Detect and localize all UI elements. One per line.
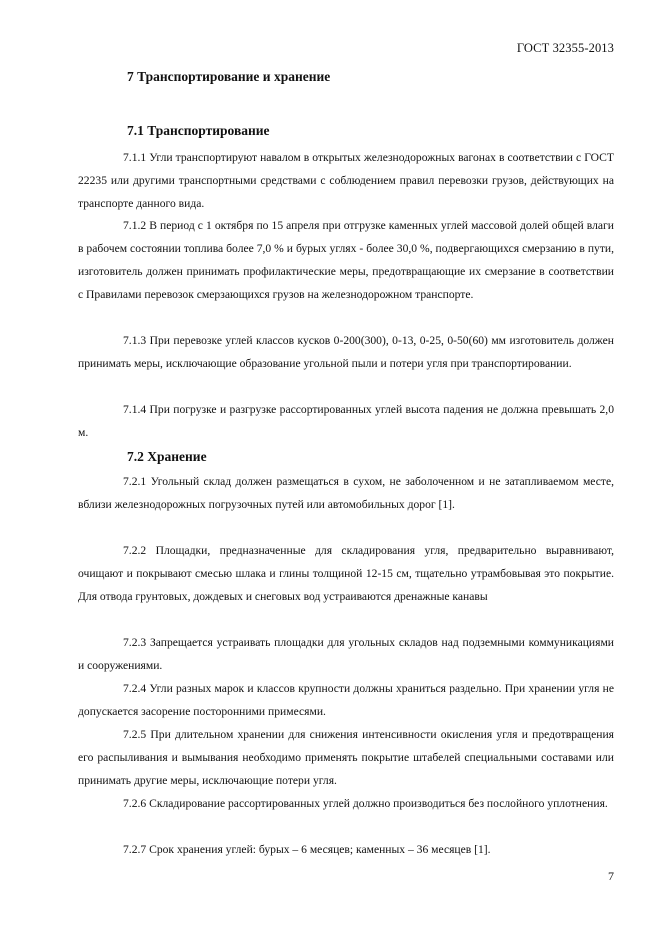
paragraph-7-2-1: 7.2.1 Угольный склад должен размещаться в сухом, не заболоченном и не затапливаемом месте, вблизи железнодорожных погрузочных путей или автомобильных дорог [1]. <box>78 475 614 511</box>
paragraph-7-2-5: 7.2.5 При длительном хранении для снижения интенсивности окисления угля и предотвращения его распыливания и вымывания необходимо применять покрытие штабелей специальными составами или принимать другие меры, исключающие потери угля. <box>78 728 614 787</box>
document-code: ГОСТ 32355-2013 <box>516 41 614 55</box>
paragraph-7-2-2: 7.2.2 Площадки, предназначенные для складирования угля, предварительно выравнивают, очищают и покрывают смесью шлака и глины толщиной 12-15 см, тщательно утрамбовывая это покрытие. Для отвода грунтовых, дождевых и снеговых вод устраиваются дренажные канавы <box>78 544 614 603</box>
paragraph-7-2-7: 7.2.7 Срок хранения углей: бурых – 6 месяцев; каменных – 36 месяцев [1]. <box>123 843 491 856</box>
paragraph-7-1-2: 7.1.2 В период с 1 октября по 15 апреля при отгрузке каменных углей массовой долей общей влаги в рабочем состоянии топлива более 7,0 % и бурых углях - более 30,0 %, подвергающихся смерзанию в пути, изготовитель должен принимать профилактические меры, предотвращающие их смерзание в соответствии с Правилами перевозок смерзающихся грузов на железнодорожном транспорте. <box>78 219 614 301</box>
paragraph-7-2-6: 7.2.6 Складирование рассортированных углей должно производиться без послойного уплотнения. <box>123 797 608 810</box>
paragraph-7-1-4: 7.1.4 При погрузке и разгрузке рассортированных углей высота падения не должна превышать 2,0 м. <box>78 403 614 439</box>
page-number: 7 <box>608 869 614 883</box>
paragraph-7-2-4: 7.2.4 Угли разных марок и классов крупности должны храниться раздельно. При хранении угля не допускается засорение посторонними примесями. <box>78 682 614 718</box>
paragraph-7-1-3: 7.1.3 При перевозке углей классов кусков 0-200(300), 0-13, 0-25, 0-50(60) мм изготовитель должен принимать меры, исключающие образование угольной пыли и потери угля при транспортировании. <box>78 334 614 370</box>
paragraph-7-1-1: 7.1.1 Угли транспортируют навалом в открытых железнодорожных вагонах в соответствии с ГОСТ 22235 или другими транспортными средствами с соблюдением правил перевозки грузов, действующих на транспорте данного вида. <box>78 151 614 210</box>
subsection-title-storage: 7.2 Хранение <box>127 449 207 464</box>
subsection-title-transport: 7.1 Транспортирование <box>127 123 270 138</box>
section-title: 7 Транспортирование и хранение <box>127 69 331 84</box>
paragraph-7-2-3: 7.2.3 Запрещается устраивать площадки для угольных складов над подземными коммуникациями и сооружениями. <box>78 636 614 672</box>
